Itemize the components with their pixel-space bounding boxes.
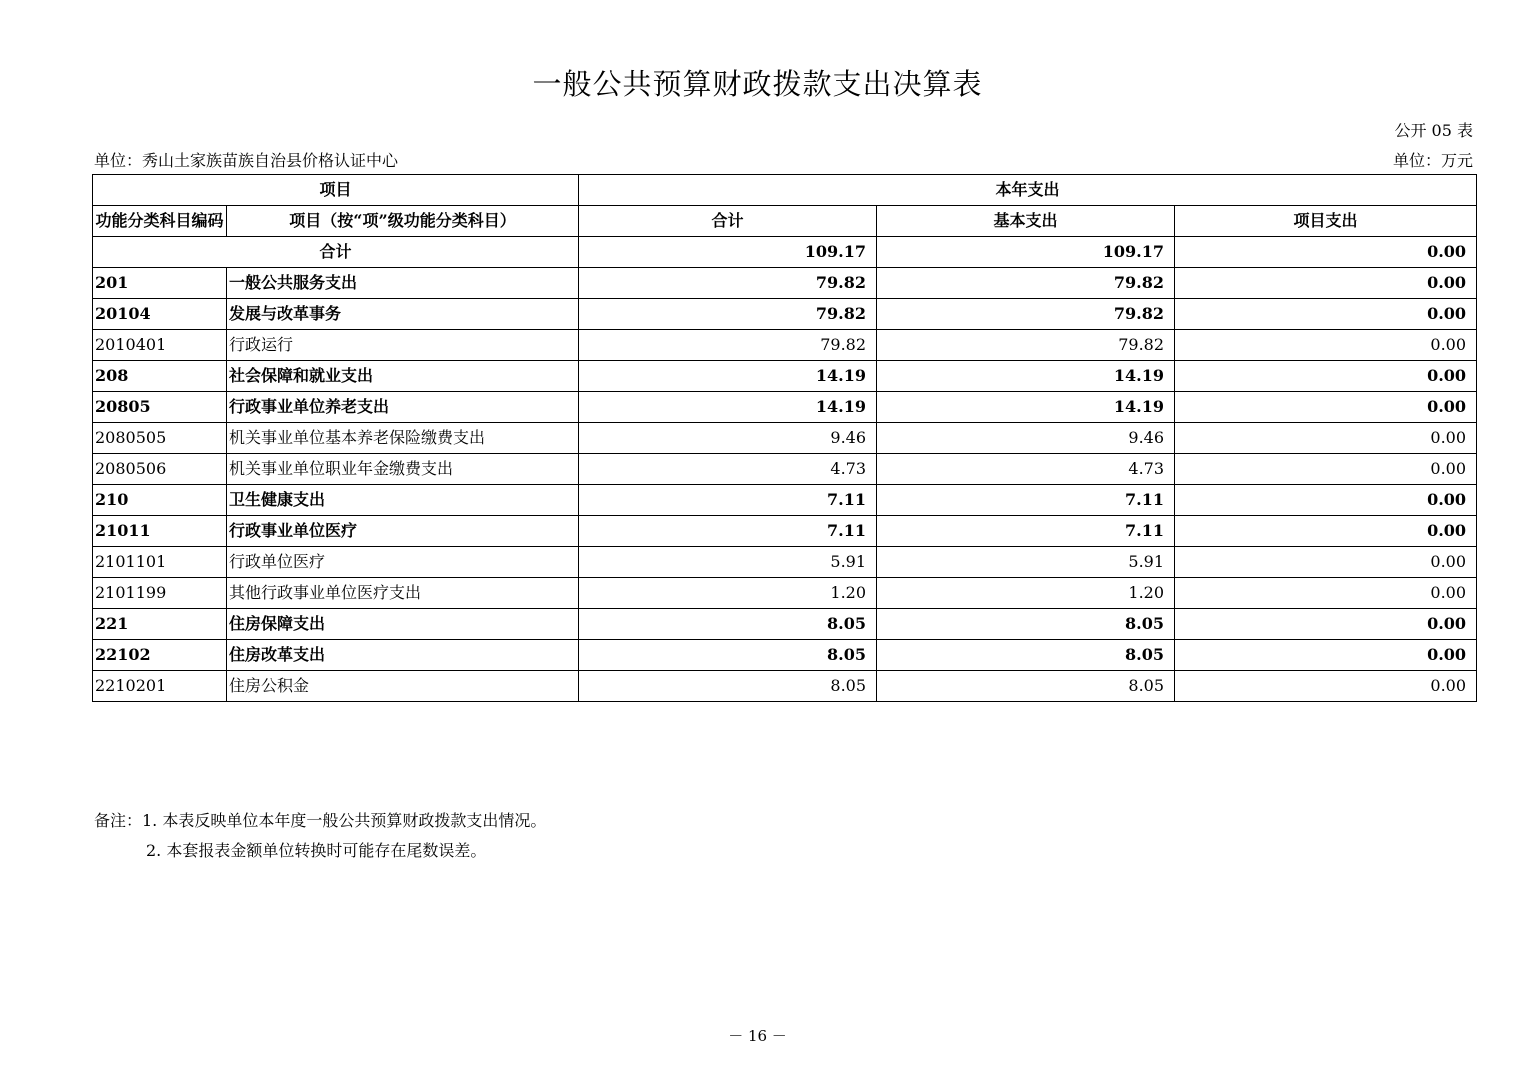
row-basic: 5.91 bbox=[877, 547, 1175, 578]
table-row bbox=[93, 609, 1477, 640]
row-total: 8.05 bbox=[579, 609, 877, 640]
row-basic: 8.05 bbox=[877, 671, 1175, 702]
unit-organization: 单位：秀山土家族苗族自治县价格认证中心 bbox=[94, 151, 399, 170]
row-total: 14.19 bbox=[579, 361, 877, 392]
row-project: 0.00 bbox=[1175, 640, 1477, 671]
row-code: 2210201 bbox=[93, 671, 227, 702]
header-basic: 基本支出 bbox=[877, 206, 1175, 237]
table-row bbox=[93, 485, 1477, 516]
row-code: 2101101 bbox=[93, 547, 227, 578]
notes bbox=[94, 806, 546, 866]
row-basic: 1.20 bbox=[877, 578, 1175, 609]
row-name: 住房保障支出 bbox=[227, 609, 579, 640]
expenditure-table bbox=[92, 174, 1477, 702]
row-total: 5.91 bbox=[579, 547, 877, 578]
row-code: 221 bbox=[93, 609, 227, 640]
row-code: 201 bbox=[93, 268, 227, 299]
row-name: 行政事业单位养老支出 bbox=[227, 392, 579, 423]
row-total: 4.73 bbox=[579, 454, 877, 485]
row-code: 21011 bbox=[93, 516, 227, 547]
note-1: 备注：1. 本表反映单位本年度一般公共预算财政拨款支出情况。 bbox=[94, 811, 547, 830]
row-basic: 9.46 bbox=[877, 423, 1175, 454]
row-total: 8.05 bbox=[579, 640, 877, 671]
row-basic: 14.19 bbox=[877, 361, 1175, 392]
row-name: 机关事业单位基本养老保险缴费支出 bbox=[227, 423, 579, 454]
row-basic: 4.73 bbox=[877, 454, 1175, 485]
row-total: 7.11 bbox=[579, 485, 877, 516]
table-row bbox=[93, 578, 1477, 609]
form-number: 公开 05 表 bbox=[1394, 121, 1473, 140]
row-total: 79.82 bbox=[579, 268, 877, 299]
table-row bbox=[93, 640, 1477, 671]
note-2: 2. 本套报表金额单位转换时可能存在尾数误差。 bbox=[146, 841, 487, 860]
row-name: 其他行政事业单位医疗支出 bbox=[227, 578, 579, 609]
row-total: 8.05 bbox=[579, 671, 877, 702]
row-total: 7.11 bbox=[579, 516, 877, 547]
table-row bbox=[93, 392, 1477, 423]
row-project: 0.00 bbox=[1175, 454, 1477, 485]
total-sum: 109.17 bbox=[579, 237, 877, 268]
row-basic: 79.82 bbox=[877, 299, 1175, 330]
row-total: 1.20 bbox=[579, 578, 877, 609]
row-project: 0.00 bbox=[1175, 671, 1477, 702]
header-current-year: 本年支出 bbox=[579, 175, 1477, 206]
row-basic: 8.05 bbox=[877, 609, 1175, 640]
row-total: 79.82 bbox=[579, 330, 877, 361]
table-row bbox=[93, 547, 1477, 578]
row-code: 2080505 bbox=[93, 423, 227, 454]
row-project: 0.00 bbox=[1175, 423, 1477, 454]
total-label: 合计 bbox=[93, 237, 579, 268]
row-name: 住房改革支出 bbox=[227, 640, 579, 671]
row-project: 0.00 bbox=[1175, 268, 1477, 299]
row-code: 2101199 bbox=[93, 578, 227, 609]
row-basic: 79.82 bbox=[877, 330, 1175, 361]
total-project: 0.00 bbox=[1175, 237, 1477, 268]
row-name: 住房公积金 bbox=[227, 671, 579, 702]
row-name: 机关事业单位职业年金缴费支出 bbox=[227, 454, 579, 485]
table-row bbox=[93, 516, 1477, 547]
row-project: 0.00 bbox=[1175, 330, 1477, 361]
table-row bbox=[93, 423, 1477, 454]
row-total: 14.19 bbox=[579, 392, 877, 423]
row-code: 20104 bbox=[93, 299, 227, 330]
row-project: 0.00 bbox=[1175, 392, 1477, 423]
header-code: 功能分类科目编码 bbox=[93, 206, 227, 237]
row-name: 行政单位医疗 bbox=[227, 547, 579, 578]
row-project: 0.00 bbox=[1175, 578, 1477, 609]
page-number: － 16 － bbox=[728, 1027, 787, 1045]
total-basic: 109.17 bbox=[877, 237, 1175, 268]
header-total: 合计 bbox=[579, 206, 877, 237]
row-basic: 7.11 bbox=[877, 516, 1175, 547]
header-project: 项目 bbox=[93, 175, 579, 206]
row-code: 20805 bbox=[93, 392, 227, 423]
row-basic: 8.05 bbox=[877, 640, 1175, 671]
table-row bbox=[93, 330, 1477, 361]
row-name: 社会保障和就业支出 bbox=[227, 361, 579, 392]
row-total: 79.82 bbox=[579, 299, 877, 330]
row-basic: 79.82 bbox=[877, 268, 1175, 299]
header-project-expenditure: 项目支出 bbox=[1175, 206, 1477, 237]
header-row-2 bbox=[93, 206, 1477, 237]
unit-currency: 单位：万元 bbox=[1392, 151, 1473, 170]
row-code: 2010401 bbox=[93, 330, 227, 361]
row-total: 9.46 bbox=[579, 423, 877, 454]
row-basic: 14.19 bbox=[877, 392, 1175, 423]
table-row bbox=[93, 361, 1477, 392]
header-name: 项目（按“项”级功能分类科目） bbox=[227, 206, 579, 237]
row-project: 0.00 bbox=[1175, 299, 1477, 330]
table-row bbox=[93, 299, 1477, 330]
page-title: 一般公共预算财政拨款支出决算表 bbox=[532, 67, 983, 101]
table-row bbox=[93, 268, 1477, 299]
header-row-1 bbox=[93, 175, 1477, 206]
row-project: 0.00 bbox=[1175, 547, 1477, 578]
table-row bbox=[93, 454, 1477, 485]
row-project: 0.00 bbox=[1175, 361, 1477, 392]
row-name: 发展与改革事务 bbox=[227, 299, 579, 330]
row-project: 0.00 bbox=[1175, 485, 1477, 516]
row-code: 208 bbox=[93, 361, 227, 392]
row-name: 卫生健康支出 bbox=[227, 485, 579, 516]
row-name: 行政运行 bbox=[227, 330, 579, 361]
row-basic: 7.11 bbox=[877, 485, 1175, 516]
row-project: 0.00 bbox=[1175, 609, 1477, 640]
row-project: 0.00 bbox=[1175, 516, 1477, 547]
row-code: 210 bbox=[93, 485, 227, 516]
row-code: 22102 bbox=[93, 640, 227, 671]
total-row bbox=[93, 237, 1477, 268]
row-code: 2080506 bbox=[93, 454, 227, 485]
row-name: 一般公共服务支出 bbox=[227, 268, 579, 299]
row-name: 行政事业单位医疗 bbox=[227, 516, 579, 547]
table-row bbox=[93, 671, 1477, 702]
